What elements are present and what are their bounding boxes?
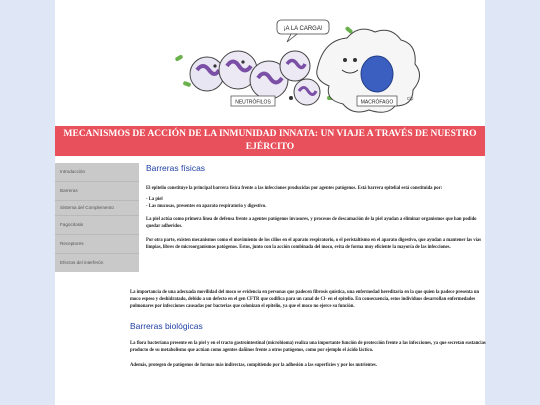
page-title-banner <box>55 126 485 156</box>
paragraph: Además, protegen de patógenos de formas más indirectas, compitiendo por la adhesión a las superficies y por los nutrientes. <box>130 362 377 368</box>
sidebar-item-introduccion[interactable]: Introducción <box>55 163 139 182</box>
artist-signature: cip <box>407 96 414 102</box>
paragraph: La piel actúa como primera línea de defensa frente a agentes patógenos invasores, y procesos de descamación de la piel ayudan a eliminar organismos que han podido quedar adheridos. <box>146 217 477 230</box>
section-heading-physical-barriers: Barreras físicas <box>146 163 206 173</box>
hero-illustration <box>55 0 485 120</box>
speech-bubble <box>277 20 329 42</box>
sidebar-item-interferon[interactable]: Efectos del interferón <box>60 260 104 265</box>
section-heading-biological-barriers: Barreras biológicas <box>130 321 203 332</box>
speech-bubble-text: ¡A LA CARGA! <box>283 26 323 32</box>
paragraph: Por otra parte, existen mecanismos como el movimiento de los cilios en el aparato respiratorio, o el peristaltismo en el aparato digestivo, que ayudan a mantener las vías limpias, libres de microorganismos patógenos. Estos, junto con la acción combinada del moco, evita de forma muy eficiente la mayoría de las infecciones. <box>146 237 482 250</box>
page-title: MECANISMOS DE ACCIÓN DE LA INMUNIDAD INNATA: UN VIAJE A TRAVÉS DE NUESTRO EJÉRCITO <box>63 129 477 152</box>
sidebar-item-complemento[interactable]: Sistema del Complemento <box>55 201 139 216</box>
list-item: - Las mucosas, presentes en aparato respiratorio y digestivo. <box>146 203 267 209</box>
sidebar-item-fagocitosis[interactable]: Fagocitosis <box>55 216 139 235</box>
list-item: - La piel <box>146 196 163 202</box>
paragraph: El epitelio constituye la principal barrera física frente a las infecciones producidas por agentes patógenos. Está barrera epitelial está constituida por: <box>146 186 443 191</box>
neutrophils-label: NEUTRÓFILOS <box>235 99 271 106</box>
sidebar-nav <box>55 163 139 272</box>
paragraph: La flora bacteriana presente en la piel y en el tracto gastrointestinal (microbioma) realiza una importante función de protección frente a las infecciones, ya que secretan sustancias producto de su metabolismo que actúan como agentes dañinos frente a otros patógenos, como por ejemplo el ácido láctico. <box>130 341 486 354</box>
paragraph: La importancia de una adecuada movilidad del moco se evidencia en personas que padecen fibrosis quística, una enfermedad hereditaria en la que quien la padece presenta un moco espeso y deshidratado, debido a un defecto en el gen CFTR que codifica para un canal de Cl- en el epitelio. En consecuencia, estos individuos desarrollan enfermedades pulmonares por infecciones causadas por bacterias que colonizan el epitelio, ya que el moco no ejerce su función. <box>130 290 480 309</box>
immune-cells-drawing <box>55 0 485 120</box>
main-content-wide <box>130 290 486 370</box>
main-content <box>146 163 486 252</box>
sidebar-item-barreras[interactable]: Barreras <box>55 182 139 201</box>
macrophage-label: MACRÓFAGO <box>360 99 394 106</box>
sidebar-item-receptores[interactable]: Receptores <box>55 235 139 254</box>
